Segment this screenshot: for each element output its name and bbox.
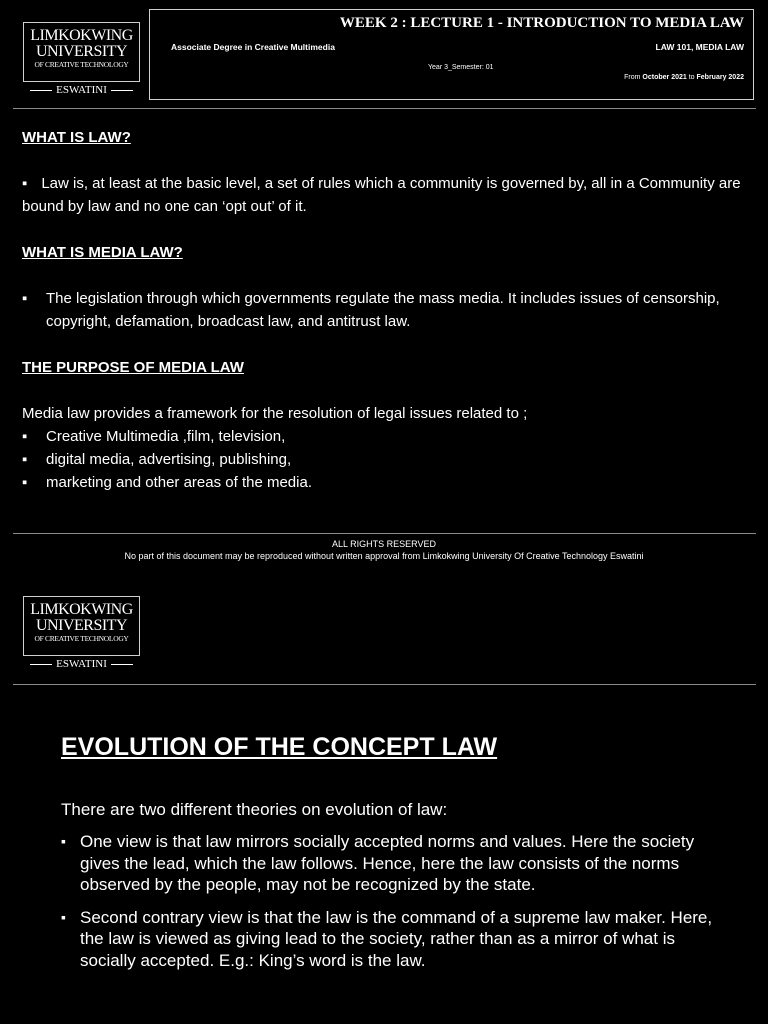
lecture-header: [149, 9, 754, 100]
heading-what-is-law: WHAT IS LAW?: [22, 129, 131, 146]
program-name: Associate Degree in Creative Multimedia: [171, 42, 335, 52]
divider: [30, 90, 52, 91]
period-start: October 2021: [642, 74, 687, 81]
slide1-content: [22, 126, 747, 494]
law-definition: ▪ Law is, at least at the basic level, a set of rules which a community is governed by, all in a Community are bound by law and no one can ‘opt out’ of it.: [22, 172, 747, 218]
lecture-title: WEEK 2 : LECTURE 1 - INTRODUCTION TO MEDIA LAW: [339, 15, 744, 31]
purpose-intro: Media law provides a framework for the resolution of legal issues related to ;: [22, 405, 528, 422]
copyright-footer: [0, 538, 768, 562]
logo-line3: OF CREATIVE TECHNOLOGY: [34, 634, 129, 643]
slide2-header-divider: [13, 684, 756, 685]
logo-line1: LIMKOKWING: [30, 601, 133, 618]
period-prefix: From: [624, 74, 643, 81]
university-logo: [23, 22, 140, 82]
slide2-content: [61, 733, 721, 982]
list-item: ▪ digital media, advertising, publishing,: [22, 448, 747, 471]
divider: [30, 664, 52, 665]
slide2-intro: There are two different theories on evolution of law:: [61, 800, 448, 819]
divider: [111, 90, 133, 91]
rights-reserved: ALL RIGHTS RESERVED: [331, 539, 437, 549]
logo-location: [23, 84, 140, 96]
logo-line2: UNIVERSITY: [36, 617, 127, 634]
period-mid: to: [686, 74, 697, 81]
list-item: ▪ marketing and other areas of the media.: [22, 471, 747, 494]
period-end: February 2022: [696, 74, 744, 81]
logo-line2: UNIVERSITY: [36, 43, 127, 60]
media-law-definition: ▪ The legislation through which governments regulate the mass media. It includes issues of censorship, copyright, defamation, broadcast law, and antitrust law.: [22, 287, 747, 333]
theories-list: [61, 831, 721, 971]
logo-line1: LIMKOKWING: [30, 27, 133, 44]
heading-purpose-of-media-law: THE PURPOSE OF MEDIA LAW: [22, 359, 244, 376]
divider: [111, 664, 133, 665]
footer-divider: [13, 533, 756, 534]
year-semester: Year 3_Semester: 01: [428, 64, 494, 71]
heading-what-is-media-law: WHAT IS MEDIA LAW?: [22, 244, 183, 261]
location-label: ESWATINI: [56, 84, 107, 96]
logo-location: [23, 658, 140, 670]
course-period: [624, 74, 744, 81]
header-divider: [13, 108, 756, 109]
slide2-title: EVOLUTION OF THE CONCEPT LAW: [61, 733, 498, 761]
logo-line3: OF CREATIVE TECHNOLOGY: [34, 60, 129, 69]
university-logo: [23, 596, 140, 656]
list-item: ▪ Second contrary view is that the law is the command of a supreme law maker. Here, the law is viewed as giving lead to the society, rather than as a mirror of what is socially accepted. E.g.: King’s word is the law.: [61, 907, 721, 972]
list-item: ▪ Creative Multimedia ,film, television,: [22, 425, 747, 448]
copyright-notice: No part of this document may be reproduced without written approval from Limkokwing University Of Creative Technology Eswatini: [124, 551, 644, 561]
list-item: ▪ One view is that law mirrors socially accepted norms and values. Here the society gives the lead, which the law follows. Hence, here the law consists of the norms observed by the people, may not be recognized by the state.: [61, 831, 721, 896]
location-label: ESWATINI: [56, 658, 107, 670]
course-code: LAW 101, MEDIA LAW: [655, 42, 744, 52]
